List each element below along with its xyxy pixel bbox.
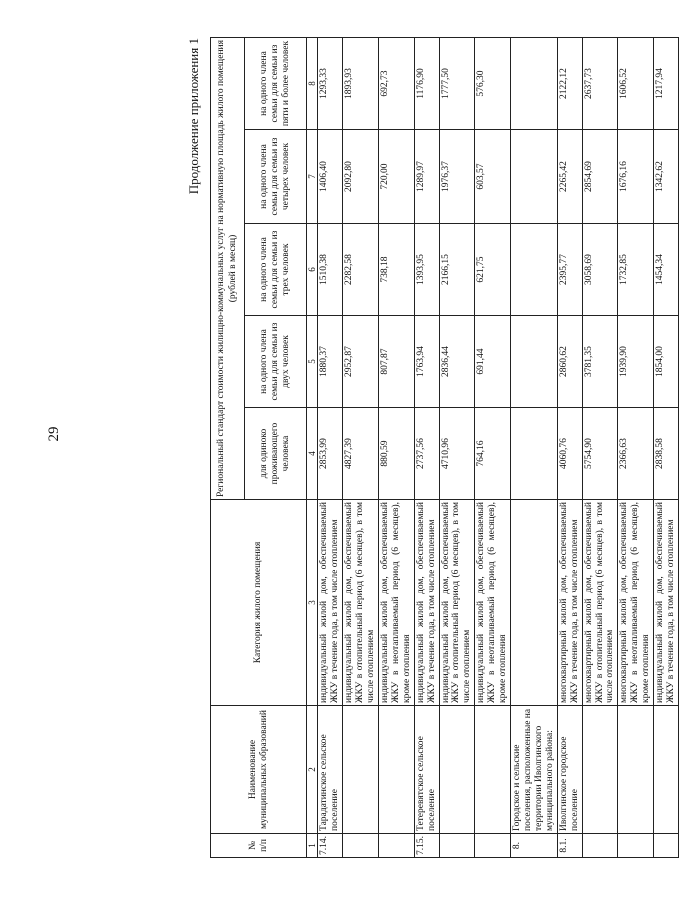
header-family-5: на одного члена семьи для семьи из пяти и более человек	[245, 37, 307, 129]
table-row	[654, 37, 679, 857]
standard-value: 603,57	[475, 130, 511, 224]
standard-value: 1976,37	[439, 130, 475, 224]
housing-category: индивидуальный жилой дом, обеспечиваемый ЖКУ в отопительный период (6 месяцев), в том числе отоплением	[343, 500, 379, 706]
table-row	[511, 37, 558, 857]
standard-value: 1676,16	[618, 130, 654, 224]
standard-value: 1763,94	[414, 316, 439, 408]
row-number: 7.14.	[318, 834, 343, 858]
standard-value: 1893,93	[343, 37, 379, 129]
row-number	[618, 834, 654, 858]
table-row	[582, 37, 618, 857]
standard-value: 1289,97	[414, 130, 439, 224]
table-row	[475, 37, 511, 857]
standard-value: 2853,99	[318, 408, 343, 500]
row-number: 8.1.	[557, 834, 582, 858]
standard-value: 2092,80	[343, 130, 379, 224]
standard-value: 3058,69	[582, 224, 618, 316]
standard-value: 880,59	[378, 408, 414, 500]
standard-value: 1217,94	[654, 37, 679, 129]
standard-value: 3781,35	[582, 316, 618, 408]
standard-value: 1777,50	[439, 37, 475, 129]
standard-value: 1510,38	[318, 224, 343, 316]
housing-category: индивидуальный жилой дом, обеспечиваемый ЖКУ в течение года, в том числе отоплением	[318, 500, 343, 706]
standard-value: 1606,52	[618, 37, 654, 129]
standard-value: 2166,15	[439, 224, 475, 316]
standard-value: 1342,62	[654, 130, 679, 224]
municipality-name	[582, 706, 618, 834]
housing-category: индивидуальный жилой дом, обеспечиваемый ЖКУ в неотапливаемый период (6 месяцев), кроме отопления	[378, 500, 414, 706]
municipality-name: Тарадатинское сельское поселение	[318, 706, 343, 834]
housing-category: индивидуальный жилой дом, обеспечиваемый ЖКУ в течение года, в том числе отоплением	[414, 500, 439, 706]
housing-category: индивидуальный жилой дом, обеспечиваемый ЖКУ в течение года, в том числе отоплением	[654, 500, 679, 706]
row-number	[378, 834, 414, 858]
standard-value	[511, 408, 558, 500]
row-number	[654, 834, 679, 858]
housing-category	[511, 500, 558, 706]
standard-value: 5754,90	[582, 408, 618, 500]
standard-value: 576,30	[475, 37, 511, 129]
standard-value: 2836,44	[439, 316, 475, 408]
municipality-name	[654, 706, 679, 834]
standard-value: 1454,34	[654, 224, 679, 316]
standard-value: 4827,39	[343, 408, 379, 500]
municipality-name	[378, 706, 414, 834]
standard-value: 1939,90	[618, 316, 654, 408]
table-row	[618, 37, 654, 857]
page-number: 29	[46, 426, 62, 442]
standard-value: 4710,96	[439, 408, 475, 500]
standard-value: 2854,69	[582, 130, 618, 224]
table-row	[378, 37, 414, 857]
column-number: 7	[307, 130, 318, 224]
standard-value: 2737,56	[414, 408, 439, 500]
municipality-name: Тетеревятское сельское поселение	[414, 706, 439, 834]
municipality-name	[439, 706, 475, 834]
header-single: для одиноко проживающего человека	[245, 408, 307, 500]
standard-value: 2265,42	[557, 130, 582, 224]
header-municipality: Наименование муниципальных образований	[211, 706, 307, 834]
table-row	[414, 37, 439, 857]
standard-value: 4060,76	[557, 408, 582, 500]
standard-value: 807,87	[378, 316, 414, 408]
housing-category: многоквартирный жилой дом, обеспечиваемый ЖКУ в течение года, в том числе отоплением	[557, 500, 582, 706]
column-number: 6	[307, 224, 318, 316]
municipality-name	[618, 706, 654, 834]
standard-value: 1880,37	[318, 316, 343, 408]
standard-value: 2122,12	[557, 37, 582, 129]
standard-value: 1176,90	[414, 37, 439, 129]
housing-category: индивидуальный жилой дом, обеспечиваемый ЖКУ в отопительный период (6 месяцев), в том числе отоплением	[439, 500, 475, 706]
standard-value: 738,18	[378, 224, 414, 316]
column-number: 4	[307, 408, 318, 500]
table-row	[439, 37, 475, 857]
standard-value	[511, 37, 558, 129]
standard-value: 2395,77	[557, 224, 582, 316]
standard-value: 1293,33	[318, 37, 343, 129]
row-number: 8.	[511, 834, 558, 858]
standard-value	[511, 130, 558, 224]
column-number: 8	[307, 37, 318, 129]
header-regional-standard: Региональный стандарт стоимости жилищно-коммунальных услуг на нормативную площадь жилого помещения (рублей в месяц)	[211, 37, 245, 499]
header-family-2: на одного члена семьи для семьи из двух человек	[245, 316, 307, 408]
standard-value: 1393,95	[414, 224, 439, 316]
municipality-name: Городское и сельские поселения, расположенные на территории Иволгинского муниципального района:	[511, 706, 558, 834]
municipality-name	[475, 706, 511, 834]
standard-value: 2838,58	[654, 408, 679, 500]
standard-value: 2366,63	[618, 408, 654, 500]
table-body	[318, 37, 679, 857]
standard-value: 2282,58	[343, 224, 379, 316]
standard-value	[511, 224, 558, 316]
standard-value: 1732,85	[618, 224, 654, 316]
tariff-table	[210, 37, 679, 858]
housing-category: многоквартирный жилой дом, обеспечиваемый ЖКУ в неотапливаемый период (6 месяцев), кроме отопления	[618, 500, 654, 706]
housing-category: многоквартирный жилой дом, обеспечиваемый ЖКУ в отопительный период (6 месяцев), в том числе отоплением	[582, 500, 618, 706]
municipality-name: Иволгинское городское поселение	[557, 706, 582, 834]
column-number: 2	[307, 706, 318, 834]
column-number: 3	[307, 500, 318, 706]
table-row	[318, 37, 343, 857]
standard-value: 621,75	[475, 224, 511, 316]
column-number: 1	[307, 834, 318, 858]
standard-value: 2860,62	[557, 316, 582, 408]
standard-value: 1854,00	[654, 316, 679, 408]
housing-category: индивидуальный жилой дом, обеспечиваемый ЖКУ в неотапливаемый период (6 месяцев), кроме отопления	[475, 500, 511, 706]
row-number	[582, 834, 618, 858]
row-number	[439, 834, 475, 858]
header-family-3: на одного члена семьи для семьи из трех человек	[245, 224, 307, 316]
standard-value: 764,16	[475, 408, 511, 500]
standard-value: 692,73	[378, 37, 414, 129]
standard-value: 1406,40	[318, 130, 343, 224]
standard-value	[511, 316, 558, 408]
column-number: 5	[307, 316, 318, 408]
appendix-title: Продолжение приложения 1	[186, 38, 201, 195]
standard-value: 691,44	[475, 316, 511, 408]
header-category: Категория жилого помещения	[211, 500, 307, 706]
table-row	[557, 37, 582, 857]
standard-value: 2637,73	[582, 37, 618, 129]
standard-value: 720,00	[378, 130, 414, 224]
rotated-page-content	[184, 38, 677, 858]
municipality-name	[343, 706, 379, 834]
row-number	[475, 834, 511, 858]
header-num: № п/п	[211, 834, 307, 858]
standard-value: 2952,87	[343, 316, 379, 408]
table-row	[343, 37, 379, 857]
row-number	[343, 834, 379, 858]
header-family-4: на одного члена семьи для семьи из четырех человек	[245, 130, 307, 224]
row-number: 7.15.	[414, 834, 439, 858]
